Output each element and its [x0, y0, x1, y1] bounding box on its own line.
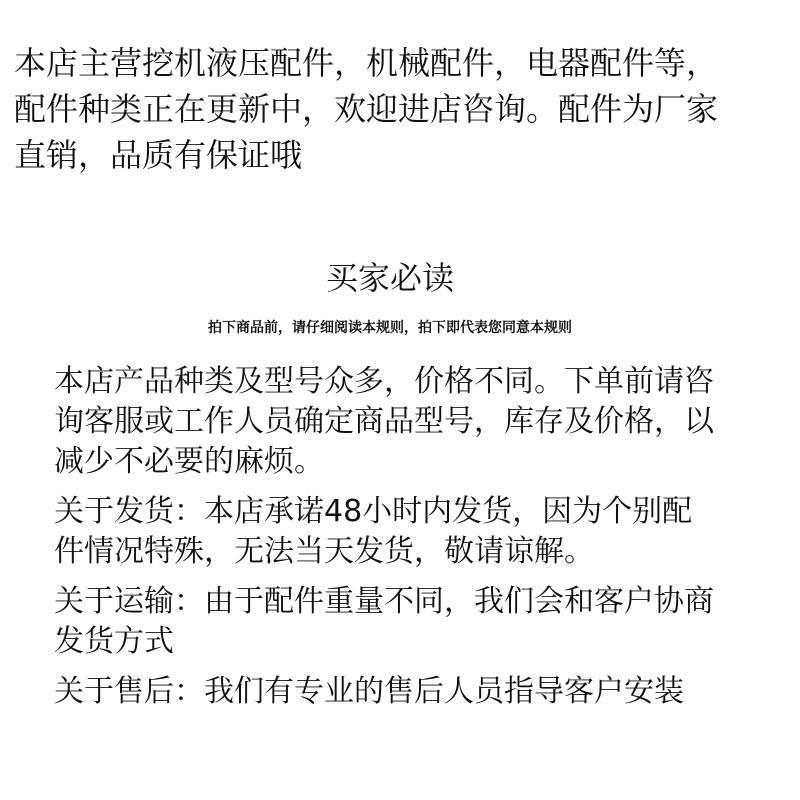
rule-item-transport — [54, 582, 774, 662]
rule-line: 询客服或工作人员确定商品型号，库存及价格，以 — [54, 404, 714, 439]
rule-line: 关于售后：我们有专业的售后人员指导客户安装 — [54, 674, 684, 709]
intro-line: 直销，品质有保证哦 — [14, 136, 303, 174]
rule-item-after-sales — [54, 672, 774, 712]
intro-line: 配件种类正在更新中，欢迎进店咨询。配件为厂家 — [14, 90, 719, 128]
rule-line: 件情况特殊，无法当天发货，敬请谅解。 — [54, 534, 594, 569]
rule-line: 减少不必要的麻烦。 — [54, 444, 324, 479]
rule-line: 本店产品种类及型号众多，价格不同。下单前请咨 — [54, 364, 714, 399]
rule-item-shipping-time — [54, 492, 774, 572]
notice-title: 买家必读 — [325, 259, 454, 297]
rules-list — [54, 362, 774, 722]
intro-line: 本店主营挖机液压配件，机械配件，电器配件等， — [14, 44, 719, 82]
rule-line: 关于运输：由于配件重量不同，我们会和客户协商 — [54, 584, 714, 619]
rule-line: 发货方式 — [54, 624, 174, 659]
rule-line: 关于发货：本店承诺48小时内发货，因为个别配 — [54, 494, 693, 529]
rule-item-pricing — [54, 362, 774, 482]
notice-subtitle: 拍下商品前，请仔细阅读本规则，拍下即代表您同意本规则 — [208, 320, 572, 336]
store-intro — [14, 40, 794, 178]
